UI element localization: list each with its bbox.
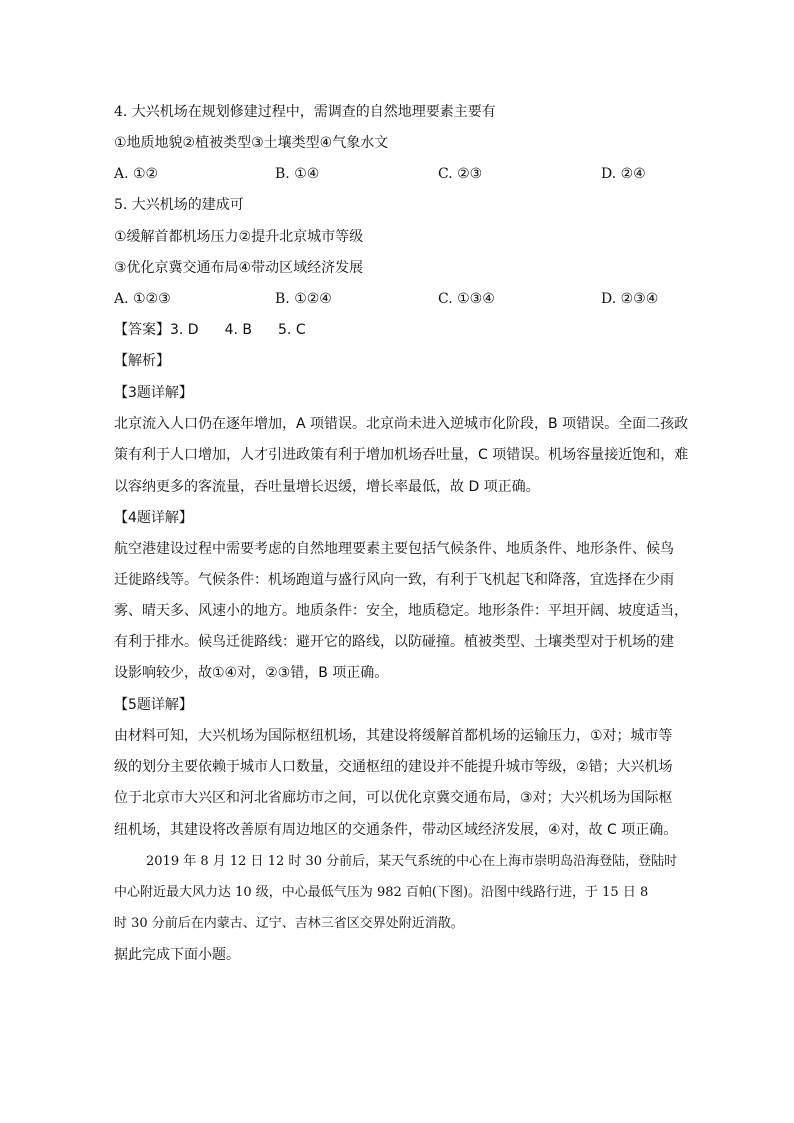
q5-option-d: D. ②③④ bbox=[601, 291, 659, 307]
detail-5-heading: 【5题详解】 bbox=[114, 697, 193, 713]
answer-4: 4. B bbox=[224, 322, 253, 338]
q5-option-c: C. ①③④ bbox=[438, 291, 495, 307]
detail-3-heading: 【3题详解】 bbox=[114, 385, 193, 401]
q4-option-b: B. ①④ bbox=[275, 166, 320, 182]
analysis-heading: 【解析】 bbox=[114, 353, 170, 369]
detail-4-line-4: 有利于排水。候鸟迁徙路线：避开它的路线，以防碰撞。植被类型、土壤类型对于机场的建 bbox=[114, 634, 674, 650]
material-line-1: 2019 年 8 月 12 日 12 时 30 分前后，某天气系统的中心在上海市崇明岛沿海登陆，登陆时 bbox=[146, 854, 678, 869]
detail-4-line-3: 雾、晴天多、风速小的地方。地质条件：安全，地质稳定。地形条件：平坦开阔、坡度适当， bbox=[114, 603, 688, 619]
detail-5-line-3: 位于北京市大兴区和河北省廊坊市之间，可以优化京冀交通布局，③对；大兴机场为国际枢 bbox=[114, 790, 673, 806]
detail-3-line-2: 策有利于人口增加，人才引进政策有利于增加机场吞吐量，C 项错误。机场容量接近饱和，难 bbox=[114, 447, 689, 463]
detail-4-line-1: 航空港建设过程中需要考虑的自然地理要素主要包括气候条件、地质条件、地形条件、候鸟 bbox=[114, 541, 674, 557]
detail-5-line-2: 级的划分主要依赖于城市人口数量，交通枢纽的建设并不能提升城市等级，②错；大兴机场 bbox=[114, 759, 673, 775]
instruction-line: 据此完成下面小题。 bbox=[114, 947, 240, 963]
q4-option-d: D. ②④ bbox=[601, 166, 646, 182]
detail-4-heading: 【4题详解】 bbox=[114, 510, 193, 526]
material-line-2: 中心附近最大风力达 10 级，中心最低气压为 982 百帕(下图)。沿图中线路行进，于 15 日 8 bbox=[114, 885, 649, 900]
question-5-items-line2: ③优化京冀交通布局④带动区域经济发展 bbox=[114, 260, 364, 276]
q5-option-b: B. ①②④ bbox=[275, 291, 332, 307]
q5-option-a: A. ①②③ bbox=[114, 291, 171, 307]
question-5-items-line1: ①缓解首都机场压力②提升北京城市等级 bbox=[114, 229, 364, 245]
detail-4-line-5: 设影响较少，故①④对，②③错，B 项正确。 bbox=[114, 665, 389, 681]
q4-option-a: A. ①② bbox=[114, 166, 159, 182]
answer-5: 5. C bbox=[278, 322, 306, 338]
detail-5-line-1: 由材料可知，大兴机场为国际枢纽机场，其建设将缓解首都机场的运输压力，①对；城市等 bbox=[114, 728, 673, 744]
question-5-stem: 5. 大兴机场的建成可 bbox=[114, 197, 244, 213]
detail-5-line-4: 纽机场，其建设将改善原有周边地区的交通条件，带动区域经济发展，④对，故 C 项正确。 bbox=[114, 822, 678, 838]
answer-line bbox=[114, 320, 332, 340]
answer-heading: 【答案】 bbox=[114, 322, 170, 338]
detail-3-line-1: 北京流入人口仍在逐年增加，A 项错误。北京尚未进入逆城市化阶段，B 项错误。全面二孩政 bbox=[114, 416, 689, 432]
question-4-stem: 4. 大兴机场在规划修建过程中，需调查的自然地理要素主要有 bbox=[114, 104, 496, 120]
question-4-items: ①地质地貌②植被类型③土壤类型④气象水文 bbox=[114, 135, 389, 151]
material-line-3: 时 30 分前后在内蒙古、辽宁、吉林三省区交界处附近消散。 bbox=[114, 916, 464, 931]
detail-3-line-3: 以容纳更多的客流量，吞吐量增长迟缓，增长率最低，故 D 项正确。 bbox=[114, 479, 540, 495]
q4-option-c: C. ②③ bbox=[438, 166, 483, 182]
answer-3: 3. D bbox=[170, 322, 199, 338]
detail-4-line-2: 迁徙路线等。气候条件：机场跑道与盛行风向一致，有利于飞机起飞和降落，宜选择在少雨 bbox=[114, 572, 674, 588]
